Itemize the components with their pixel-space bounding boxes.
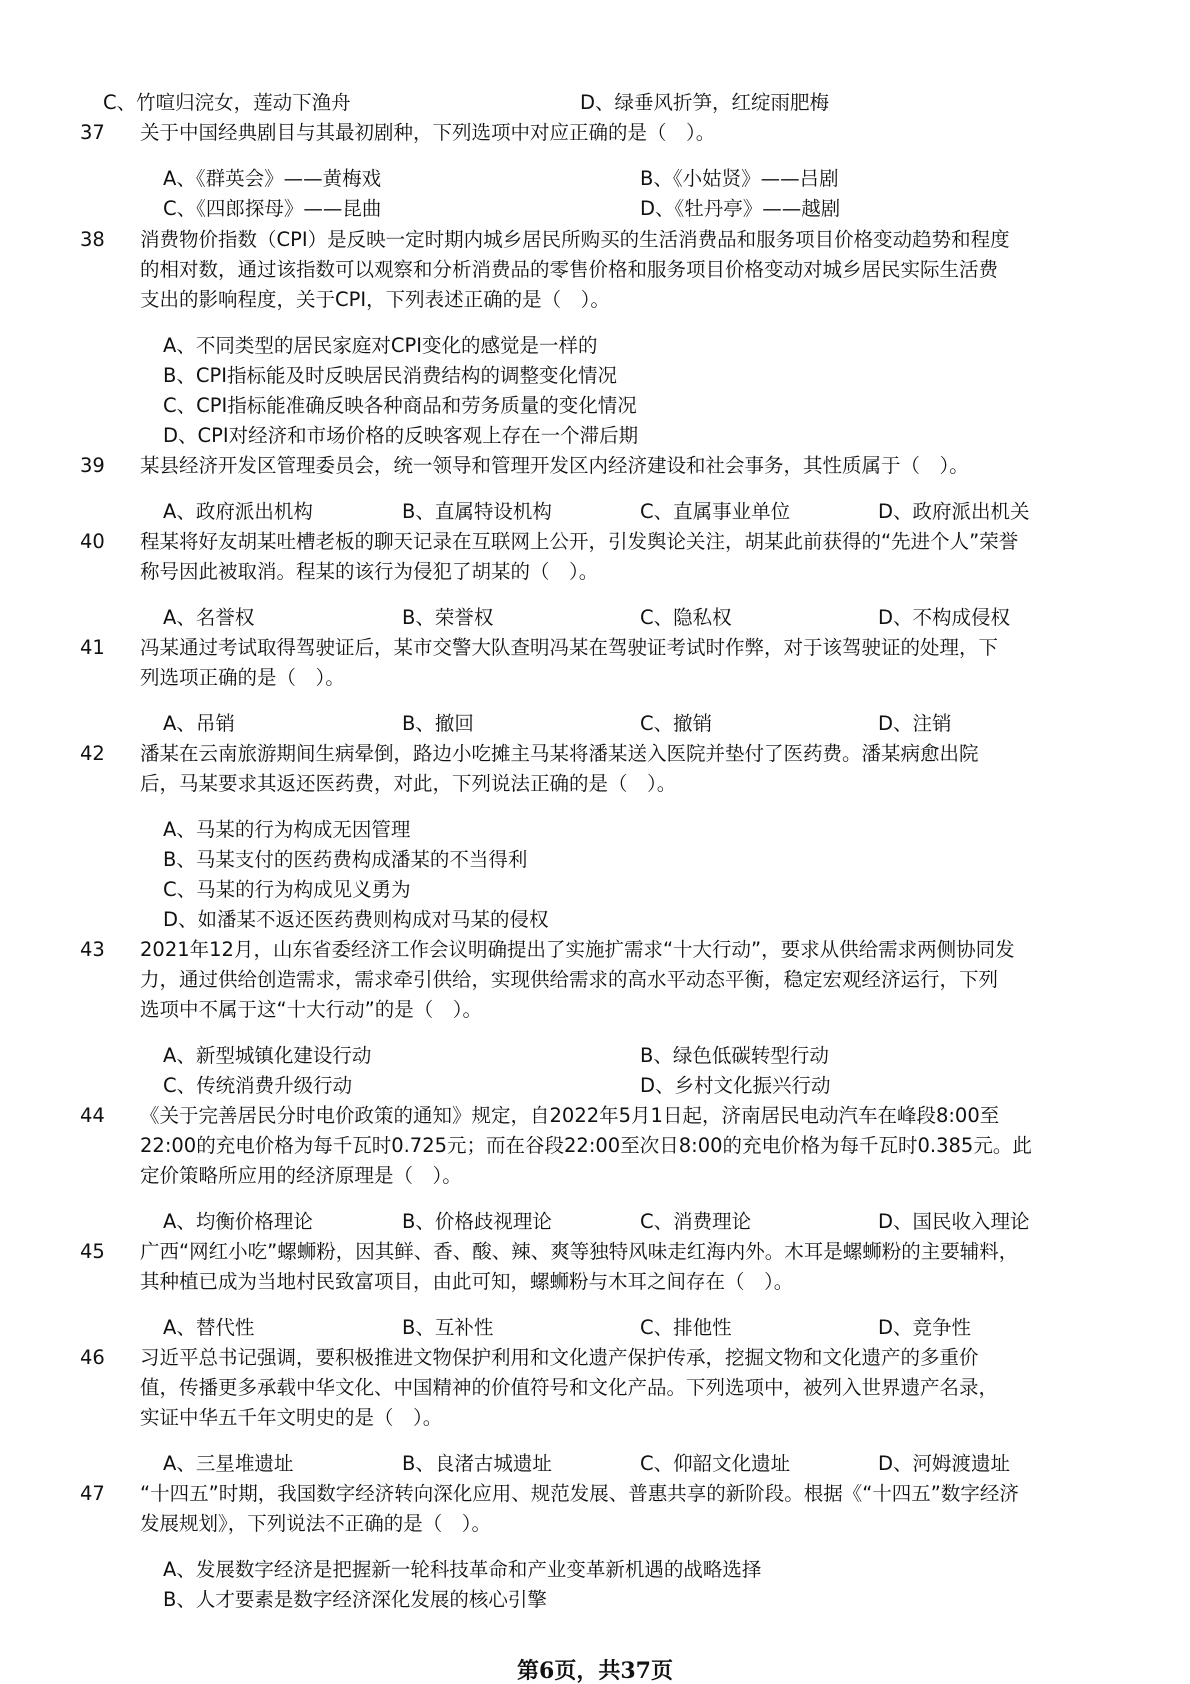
question-stem: 广西“网红小吃”螺蛳粉，因其鲜、香、酸、辣、爽等独特风味走红海内外。木耳是螺蛳粉的主要辅料， [140,1240,1019,1263]
question-stem: 关于中国经典剧目与其最初剧种，下列选项中对应正确的是（ ）。 [140,121,716,144]
question-stem: 后，马某要求其返还医药费，对此，下列说法正确的是（ ）。 [140,772,677,795]
option-d: D、《牡丹亭》——越剧 [640,197,841,220]
option-d: D、CPI对经济和市场价格的反映客观上存在一个滞后期 [163,424,639,447]
question-number: 47 [80,1482,105,1505]
option-d: D、国民收入理论 [878,1210,1030,1233]
option-d: D、如潘某不返还医药费则构成对马某的侵权 [163,908,549,931]
question-stem: 《关于完善居民分时电价政策的通知》规定，自2022年5月1日起，济南居民电动汽车在峰段8:00至 [140,1104,1000,1127]
page-footer: 第6页，共37页 [517,1658,673,1684]
option-a: A、替代性 [163,1316,255,1339]
option-d: D、绿垂风折笋，红绽雨肥梅 [580,91,830,114]
question-stem: 消费物价指数（CPI）是反映一定时期内城乡居民所购买的生活消费品和服务项目价格变动趋势和程度 [140,228,1010,251]
option-b: B、《小姑贤》——吕剧 [640,167,839,190]
option-a: A、政府派出机构 [163,500,313,523]
question-stem: 支出的影响程度，关于CPI，下列表述正确的是（ ）。 [140,288,610,311]
question-stem: 某县经济开发区管理委员会，统一领导和管理开发区内经济建设和社会事务，其性质属于（ ）。 [140,454,969,477]
option-c: C、马某的行为构成见义勇为 [163,878,411,901]
question-number: 38 [80,228,105,251]
option-b: B、马某支付的医药费构成潘某的不当得利 [163,848,528,871]
question-stem: 2021年12月，山东省委经济工作会议明确提出了实施扩需求“十大行动”，要求从供给需求两侧协同发 [140,938,1015,961]
question-number: 42 [80,742,105,765]
option-d: D、不构成侵权 [878,606,1011,629]
question-stem: “十四五”时期，我国数字经济转向深化应用、规范发展、普惠共享的新阶段。根据《“十四五”数字经济 [140,1482,1019,1505]
option-c: C、直属事业单位 [640,500,791,523]
option-a: A、不同类型的居民家庭对CPI变化的感觉是一样的 [163,334,598,357]
option-c: C、消费理论 [640,1210,752,1233]
option-d: D、乡村文化振兴行动 [640,1074,831,1097]
question-stem: 潘某在云南旅游期间生病晕倒，路边小吃摊主马某将潘某送入医院并垫付了医药费。潘某病愈出院 [140,742,979,765]
option-c: C、仰韶文化遗址 [640,1452,791,1475]
option-a: A、三星堆遗址 [163,1452,294,1475]
option-d: D、竞争性 [878,1316,972,1339]
option-a: A、均衡价格理论 [163,1210,313,1233]
question-number: 43 [80,938,105,961]
question-stem: 的相对数，通过该指数可以观察和分析消费品的零售价格和服务项目价格变动对城乡居民实际生活费 [140,258,999,281]
question-stem: 程某将好友胡某吐槽老板的聊天记录在互联网上公开，引发舆论关注，胡某此前获得的“先进个人”荣誉 [140,530,1019,553]
question-number: 46 [80,1346,105,1369]
option-d: D、注销 [878,712,952,735]
option-b: B、绿色低碳转型行动 [640,1044,829,1067]
question-stem: 22:00的充电价格为每千瓦时0.725元；而在谷段22:00至次日8:00的充电价格为每千瓦时0.385元。此 [140,1134,1032,1157]
option-c: C、隐私权 [640,606,732,629]
question-stem: 称号因此被取消。程某的该行为侵犯了胡某的（ ）。 [140,560,599,583]
option-b: B、CPI指标能及时反映居民消费结构的调整变化情况 [163,364,618,387]
question-number: 41 [80,636,105,659]
question-stem: 其种植已成为当地村民致富项目，由此可知，螺蛳粉与木耳之间存在（ ）。 [140,1270,794,1293]
question-stem: 冯某通过考试取得驾驶证后，某市交警大队查明冯某在驾驶证考试时作弊，对于该驾驶证的处理，下 [140,636,999,659]
option-c: C、排他性 [640,1316,732,1339]
option-c: C、《四郎探母》——昆曲 [163,197,382,220]
question-number: 39 [80,454,105,477]
question-stem: 实证中华五千年文明史的是（ ）。 [140,1406,443,1429]
question-stem: 发展规划》，下列说法不正确的是（ ）。 [140,1512,492,1535]
question-stem: 定价策略所应用的经济原理是（ ）。 [140,1164,462,1187]
option-a: A、《群英会》——黄梅戏 [163,167,382,190]
option-c: C、CPI指标能准确反映各种商品和劳务质量的变化情况 [163,394,637,417]
option-b: B、互补性 [402,1316,494,1339]
option-c: C、竹喧归浣女，莲动下渔舟 [103,91,351,114]
question-number: 40 [80,530,105,553]
option-a: A、马某的行为构成无因管理 [163,818,411,841]
question-stem: 力，通过供给创造需求，需求牵引供给，实现供给需求的高水平动态平衡，稳定宏观经济运行，下列 [140,968,999,991]
option-b: B、直属特设机构 [402,500,552,523]
option-b: B、撤回 [402,712,474,735]
option-d: D、政府派出机关 [878,500,1030,523]
option-b: B、人才要素是数字经济深化发展的核心引擎 [163,1588,547,1611]
question-number: 37 [80,121,105,144]
option-a: A、发展数字经济是把握新一轮科技革命和产业变革新机遇的战略选择 [163,1558,762,1581]
question-stem: 值，传播更多承载中华文化、中国精神的价值符号和文化产品。下列选项中，被列入世界遗产名录， [140,1376,999,1399]
question-number: 45 [80,1240,105,1263]
option-d: D、河姆渡遗址 [878,1452,1011,1475]
option-a: A、名誉权 [163,606,255,629]
question-number: 44 [80,1104,105,1127]
question-stem: 列选项正确的是（ ）。 [140,666,345,689]
option-c: C、撤销 [640,712,713,735]
option-a: A、吊销 [163,712,235,735]
option-a: A、新型城镇化建设行动 [163,1044,372,1067]
option-b: B、价格歧视理论 [402,1210,552,1233]
question-stem: 习近平总书记强调，要积极推进文物保护利用和文化遗产保护传承，挖掘文物和文化遗产的多重价 [140,1346,979,1369]
option-b: B、荣誉权 [402,606,494,629]
option-b: B、良渚古城遗址 [402,1452,552,1475]
option-c: C、传统消费升级行动 [163,1074,353,1097]
question-stem: 选项中不属于这“十大行动”的是（ ）。 [140,998,482,1021]
